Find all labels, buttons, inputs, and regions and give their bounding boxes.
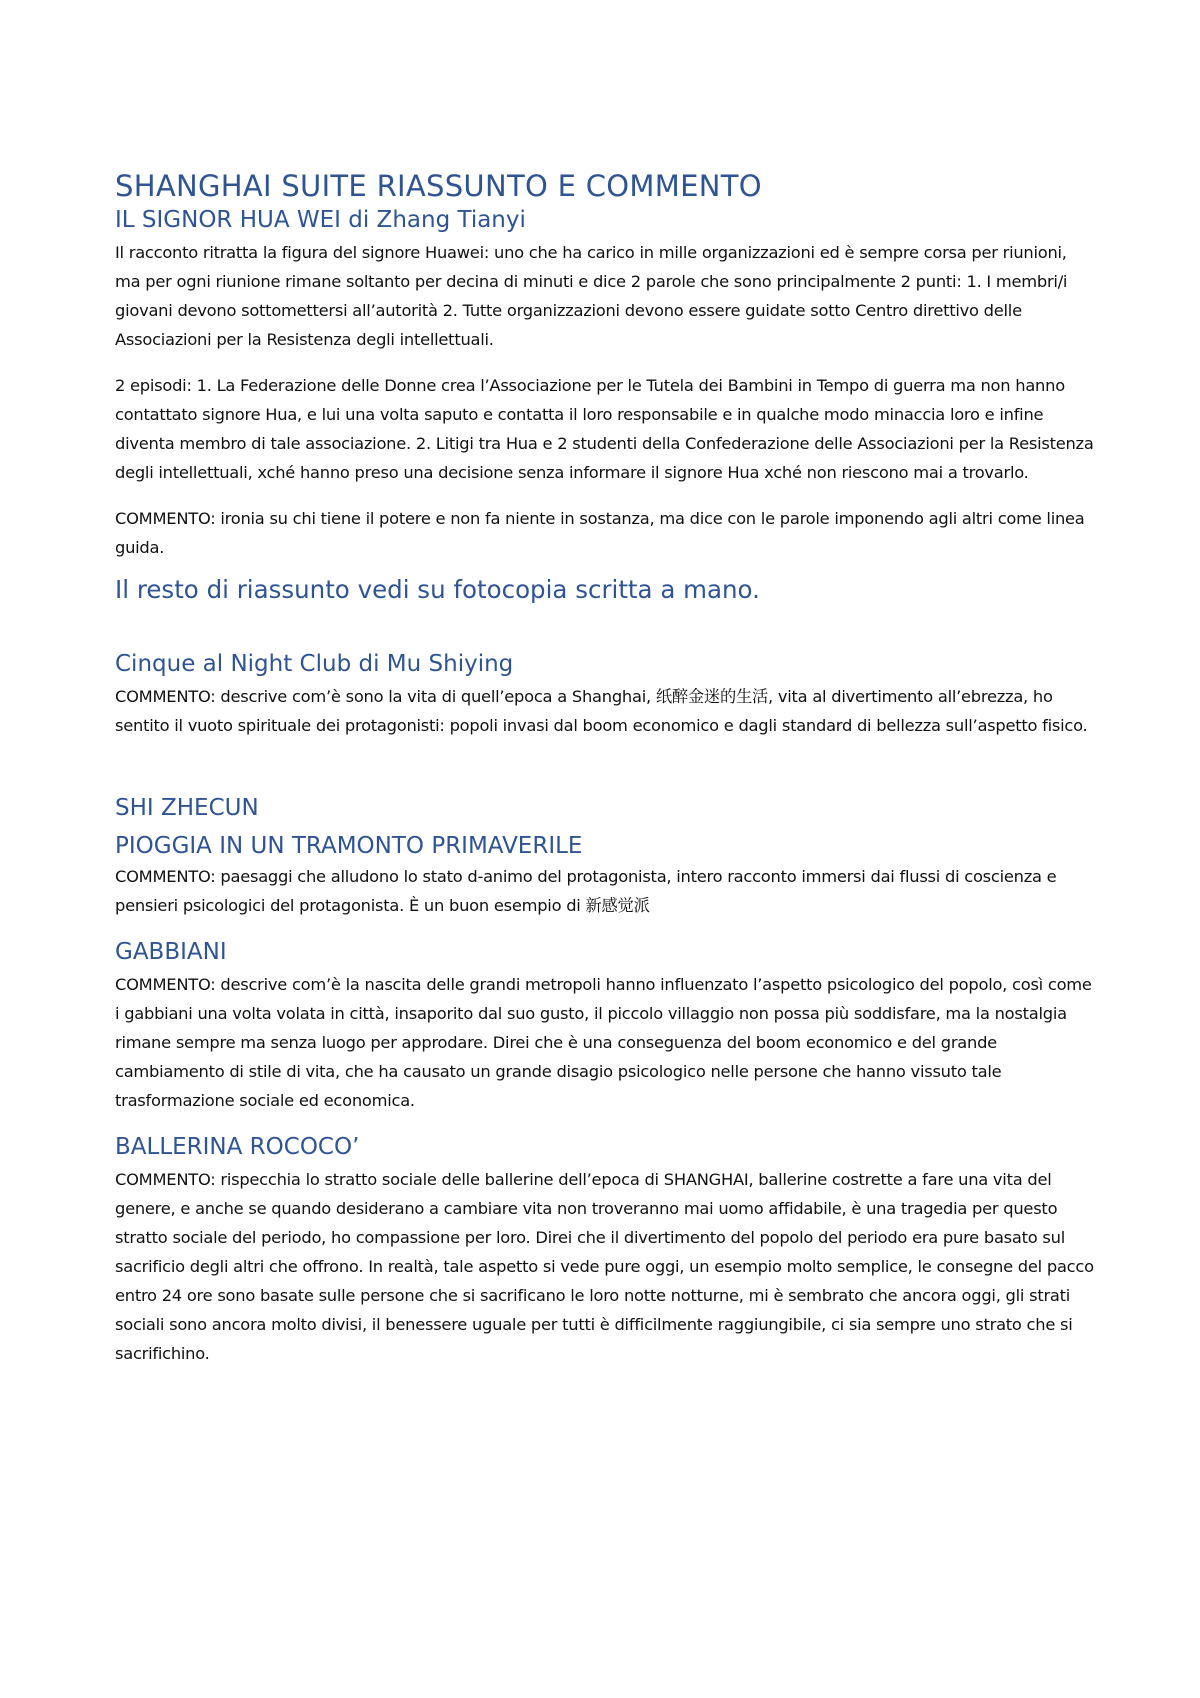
author-heading-shi-zhecun: SHI ZHECUN xyxy=(115,795,259,821)
paragraph-hua-wei-episodes: 2 episodi: 1. La Federazione delle Donne crea l’Associazione per le Tutela dei Bambini in Tempo di guerra ma non hanno contattato signore Hua, e lui una volta saputo e contatta il loro responsabile e in qualche modo minaccia loro e infine diventa membro di tale associazione. 2. Litigi tra Hua e 2 studenti della Confederazione delle Associazioni per la Resistenza degli intellettuali, xché hanno preso una decisione senza informare il signore Hua xché non riescono mai a trovarlo. xyxy=(115,376,1094,482)
section-heading-ballerina: BALLERINA ROCOCO’ xyxy=(115,1134,360,1160)
section-heading-night-club: Cinque al Night Club di Mu Shiying xyxy=(115,651,514,677)
paragraph-ballerina-comment: COMMENTO: rispecchia lo stratto sociale delle ballerine dell’epoca di SHANGHAI, ballerine costrette a fare una vita del genere, e anche se quando desiderano a cambiare vita non troveranno mai uomo affidabile, è una tragedia per questo stratto sociale del periodo, ho compassione per loro. Direi che il divertimento del popolo del periodo era pure basato sul sacrificio degli altri che offrono. In realtà, tale aspetto si vede pure oggi, un esempio molto semplice, le consegne del pacco entro 24 ore sono basate sulle persone che si sacrificano le loro notte notturne, mi è sembrato che ancora oggi, gli strati sociali sono ancora molto divisi, il benessere uguale per tutti è difficilmente raggiungibile, ci sia sempre uno strato che si sacrifichino. xyxy=(115,1170,1094,1363)
section-heading-gabbiani: GABBIANI xyxy=(115,939,227,965)
paragraph-gabbiani-comment: COMMENTO: descrive com’è la nascita delle grandi metropoli hanno influenzato l’aspetto psicologico del popolo, così come i gabbiani una volta volata in città, insaporito dal suo gusto, il piccolo villaggio non possa più soddisfare, ma la nostalgia rimane sempre ma senza luogo per approdare. Direi che è una conseguenza del boom economico e del grande cambiamento di stile di vita, che ha causato un grande disagio psicologico nelle persone che hanno vissuto tale trasformazione sociale ed economica. xyxy=(115,975,1092,1110)
paragraph-hua-wei-summary: Il racconto ritratta la figura del signore Huawei: uno che ha carico in mille organizzazioni ed è sempre corsa per riunioni, ma per ogni riunione rimane soltanto per decina di minuti e dice 2 parole che sono principalmente 2 punti: 1. I membri/i giovani devono sottomettersi all’autorità 2. Tutte organizzazioni devono essere guidate sotto Centro direttivo delle Associazioni per la Resistenza degli intellettuali. xyxy=(115,243,1068,349)
handwritten-note-heading: Il resto di riassunto vedi su fotocopia scritta a mano. xyxy=(115,575,760,604)
paragraph-pioggia-comment: COMMENTO: paesaggi che alludono lo stato d-animo del protagonista, intero racconto immersi dai flussi di coscienza e pensieri psicologici del protagonista. È un buon esempio di 新感觉派 xyxy=(115,867,1057,915)
paragraph-night-club-comment: COMMENTO: descrive com’è sono la vita di quell’epoca a Shanghai, 纸醉金迷的生活, vita al divertimento all’ebrezza, ho sentito il vuoto spirituale dei protagonisti: popoli invasi dal boom economico e dagli standard di bellezza sull’aspetto fisico. xyxy=(115,687,1088,735)
section-heading-pioggia: PIOGGIA IN UN TRAMONTO PRIMAVERILE xyxy=(115,833,583,859)
document-title: SHANGHAI SUITE RIASSUNTO E COMMENTO xyxy=(115,169,762,203)
section-heading-hua-wei: IL SIGNOR HUA WEI di Zhang Tianyi xyxy=(115,207,526,233)
paragraph-hua-wei-comment: COMMENTO: ironia su chi tiene il potere e non fa niente in sostanza, ma dice con le parole imponendo agli altri come linea guida. xyxy=(115,509,1085,557)
document-content xyxy=(115,166,1095,1368)
